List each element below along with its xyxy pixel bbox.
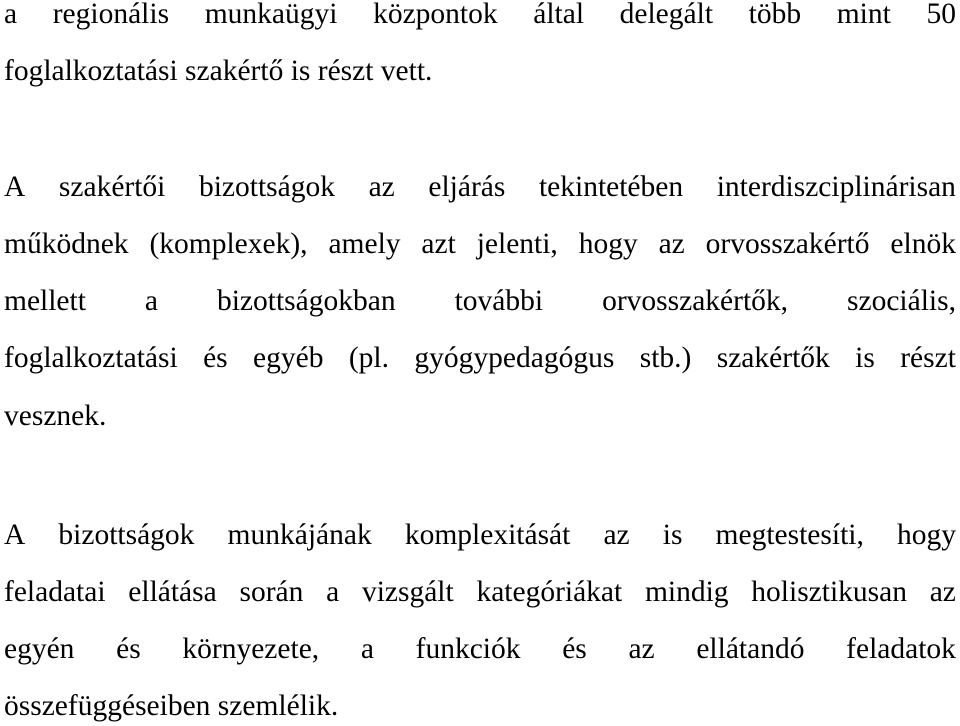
- word: egyén: [4, 633, 75, 665]
- paragraph-2-line-2: [4, 224, 956, 264]
- word: bizottságok: [58, 519, 195, 551]
- word: bizottságok: [198, 171, 335, 203]
- word: szakértői: [58, 171, 166, 203]
- word: ellátandó: [696, 633, 805, 665]
- word: vizsgált: [361, 576, 454, 608]
- word: gyógypedagógus: [414, 342, 615, 374]
- word: hogy: [896, 519, 956, 551]
- word: eljárás: [428, 171, 506, 203]
- word: központok: [373, 0, 498, 30]
- word: is: [662, 519, 683, 551]
- word: bizottságokban: [216, 285, 396, 317]
- word: foglalkoztatási: [4, 342, 178, 374]
- word: munkájának: [227, 519, 372, 551]
- word: ellátása: [128, 576, 217, 608]
- word: által: [533, 0, 585, 30]
- word: a: [326, 576, 340, 608]
- word: azt: [421, 228, 456, 260]
- paragraph-3-line-1: [4, 515, 956, 555]
- word: munkaügyi: [204, 0, 338, 30]
- paragraph-2-line-1: [4, 167, 956, 207]
- paragraph-3-line-3: [4, 629, 956, 669]
- word: az: [368, 171, 395, 203]
- word: során: [239, 576, 304, 608]
- word: szakértők: [716, 342, 830, 374]
- paragraph-2-line-3: [4, 281, 956, 321]
- word: amely: [328, 228, 401, 260]
- word: hogy: [578, 228, 638, 260]
- word: jelenti,: [476, 228, 558, 260]
- word: feladatai: [4, 576, 106, 608]
- word: és: [203, 342, 228, 374]
- word: az: [628, 633, 655, 665]
- word: egyéb: [253, 342, 324, 374]
- paragraph-1-line-1: [4, 0, 956, 34]
- word: tekintetében: [538, 171, 684, 203]
- word: mindig: [644, 576, 729, 608]
- word: kategóriákat: [476, 576, 623, 608]
- word: 50: [926, 0, 956, 30]
- word: és: [562, 633, 587, 665]
- word: A: [4, 519, 26, 551]
- paragraph-3-line-2: [4, 572, 956, 612]
- word: holisztikusan: [751, 576, 907, 608]
- word: további: [454, 285, 544, 317]
- word: mellett: [4, 285, 86, 317]
- word: stb.): [639, 342, 692, 374]
- word: az: [603, 519, 630, 551]
- word: feladatok: [846, 633, 956, 665]
- word: és: [116, 633, 141, 665]
- paragraph-2-line-5: vesznek.: [4, 400, 107, 432]
- word: több: [748, 0, 802, 30]
- word: orvosszakértők,: [602, 285, 789, 317]
- word: a: [144, 285, 158, 317]
- paragraph-3-line-4: összefüggéseiben szemlélik.: [4, 690, 339, 722]
- word: orvosszakértő: [705, 228, 870, 260]
- word: működnek: [4, 228, 129, 260]
- word: részt: [900, 342, 956, 374]
- word: megtestesíti,: [715, 519, 864, 551]
- paragraph-2-line-4: [4, 338, 956, 378]
- word: az: [929, 576, 956, 608]
- word: szociális,: [847, 285, 956, 317]
- word: (pl.: [348, 342, 390, 374]
- word: mint: [836, 0, 891, 30]
- word: az: [658, 228, 685, 260]
- word: regionális: [52, 0, 170, 30]
- word: a: [4, 0, 18, 30]
- paragraph-1-line-2: foglalkoztatási szakértő is részt vett.: [4, 55, 433, 87]
- word: (komplexek),: [149, 228, 308, 260]
- word: delegált: [619, 0, 714, 30]
- word: komplexitását: [404, 519, 571, 551]
- word: környezete,: [182, 633, 320, 665]
- word: A: [4, 171, 26, 203]
- word: funkciók: [415, 633, 521, 665]
- word: is: [855, 342, 875, 374]
- word: elnök: [890, 228, 956, 260]
- word: a: [360, 633, 374, 665]
- word: interdiszciplinárisan: [716, 171, 956, 203]
